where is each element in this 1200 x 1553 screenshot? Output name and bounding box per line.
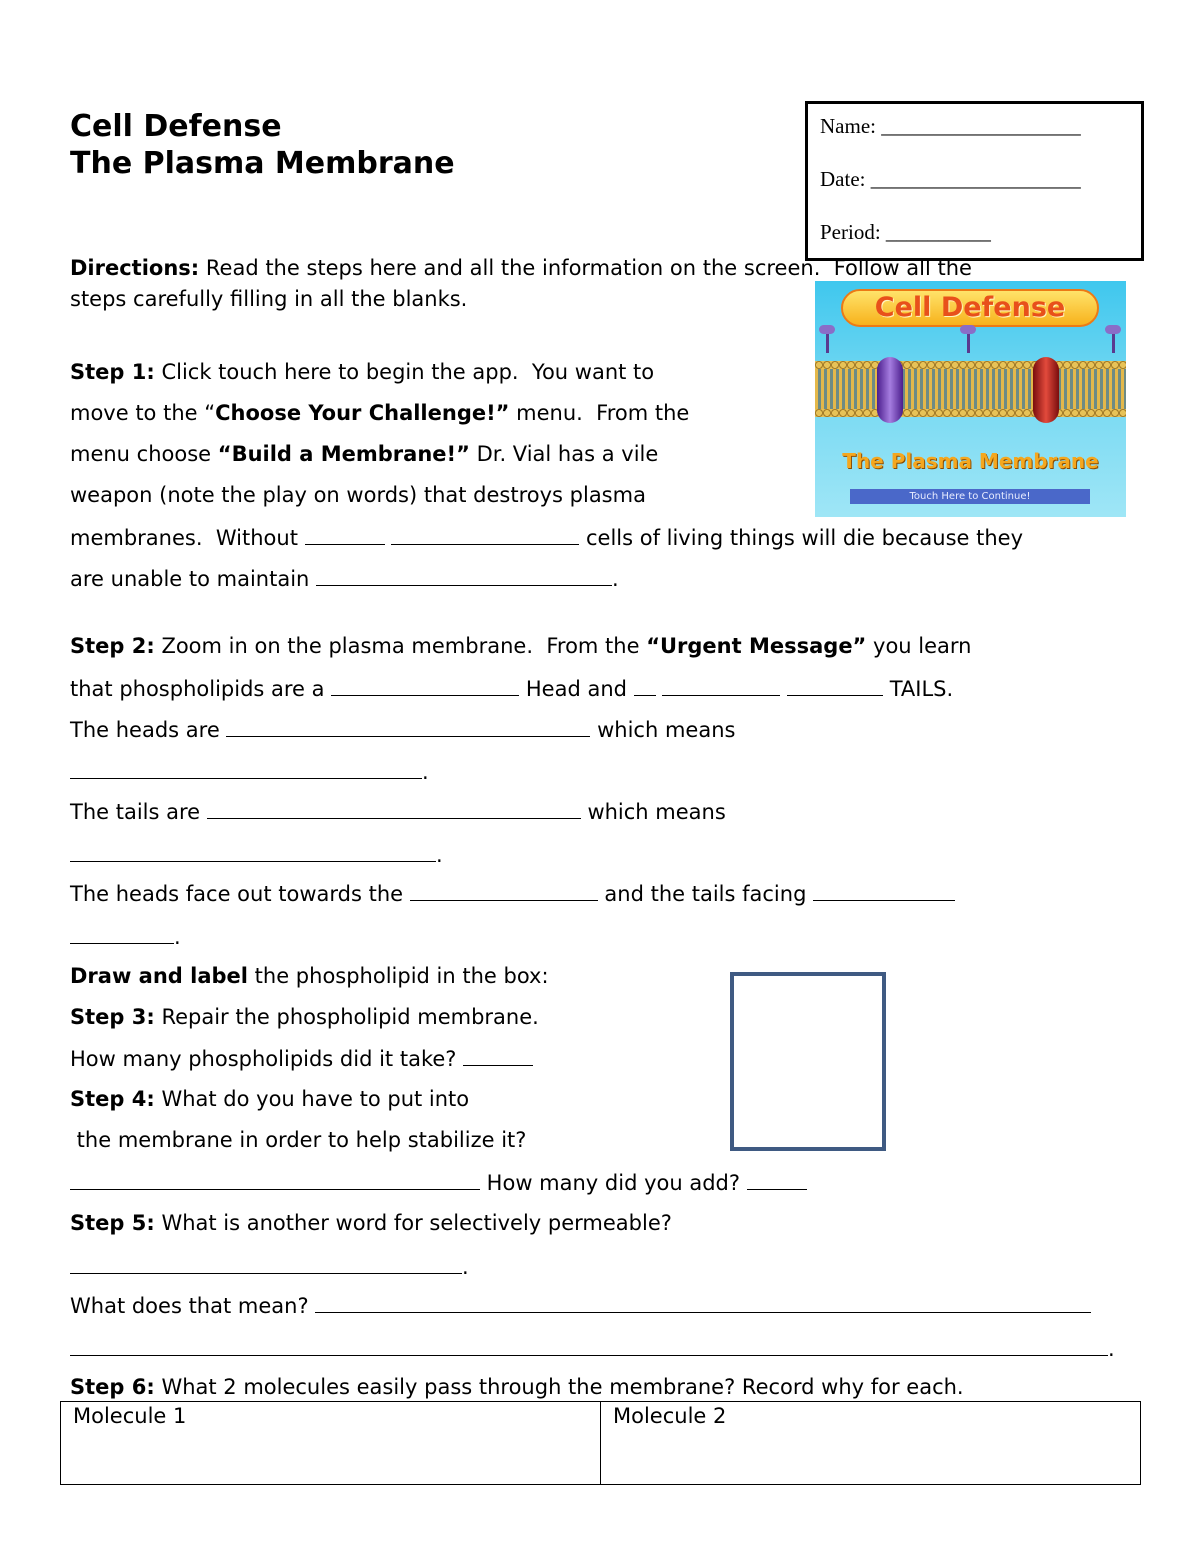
membrane-illustration bbox=[815, 365, 1126, 413]
channel-protein-red bbox=[1033, 357, 1059, 423]
answer-blank[interactable] bbox=[391, 524, 579, 545]
answer-blank[interactable] bbox=[305, 524, 385, 545]
step4-line-1: Step 4: What do you have to put into bbox=[70, 1087, 470, 1111]
answer-blank[interactable] bbox=[634, 675, 656, 696]
student-info-box bbox=[805, 101, 1144, 261]
answer-blank[interactable] bbox=[70, 1335, 1108, 1356]
app-subtitle: The Plasma Membrane bbox=[842, 449, 1099, 473]
receptor-icon bbox=[819, 325, 835, 355]
step5-line-2: . bbox=[70, 1253, 469, 1280]
answer-blank[interactable] bbox=[226, 716, 590, 737]
step5-line-3: What does that mean? bbox=[70, 1292, 1091, 1319]
step1-line-2: move to the “Choose Your Challenge!” menu. From the bbox=[70, 401, 690, 425]
molecule-table bbox=[60, 1401, 1141, 1485]
answer-blank[interactable] bbox=[463, 1045, 533, 1066]
step1-line-6: are unable to maintain . bbox=[70, 567, 619, 591]
molecule-1-cell[interactable] bbox=[61, 1402, 601, 1484]
answer-blank[interactable] bbox=[662, 675, 780, 696]
step5-line-4: . bbox=[70, 1335, 1115, 1362]
channel-protein-purple bbox=[877, 357, 903, 423]
answer-blank[interactable] bbox=[331, 675, 519, 696]
step2-line-2: that phospholipids are a Head and TAILS. bbox=[70, 677, 954, 701]
date-field[interactable]: Date: ____________________ bbox=[820, 167, 1081, 191]
step2-line-6: . bbox=[70, 841, 443, 868]
title-line-2: The Plasma Membrane bbox=[70, 146, 455, 181]
answer-blank[interactable] bbox=[70, 1169, 480, 1190]
answer-blank[interactable] bbox=[787, 675, 883, 696]
step1-line-1: Step 1: Click touch here to begin the app. You want to bbox=[70, 360, 655, 384]
app-title-banner: Cell Defense bbox=[841, 289, 1099, 327]
step6-line-1: Step 6: What 2 molecules easily pass through the membrane? Record why for each. bbox=[70, 1375, 964, 1399]
continue-button[interactable]: Touch Here to Continue! bbox=[850, 489, 1090, 504]
step5-line-1: Step 5: What is another word for selectively permeable? bbox=[70, 1211, 672, 1235]
molecule-1-header: Molecule 1 bbox=[73, 1404, 187, 1428]
directions-line-1: Directions: Read the steps here and all the information on the screen. Follow all the bbox=[70, 256, 972, 280]
answer-blank[interactable] bbox=[207, 798, 581, 819]
step2-line-8: . bbox=[70, 923, 181, 950]
receptor-icon bbox=[960, 325, 976, 355]
step2-line-5: The tails are which means bbox=[70, 800, 726, 824]
answer-blank[interactable] bbox=[70, 923, 174, 944]
answer-blank[interactable] bbox=[813, 880, 955, 901]
answer-blank[interactable] bbox=[70, 1253, 462, 1274]
answer-blank[interactable] bbox=[70, 758, 422, 779]
step1-line-5: membranes. Without cells of living things will die because they bbox=[70, 526, 1024, 550]
step1-line-3: menu choose “Build a Membrane!” Dr. Vial has a vile bbox=[70, 442, 659, 466]
step2-line-7: The heads face out towards the and the tails facing bbox=[70, 880, 955, 907]
answer-blank[interactable] bbox=[747, 1169, 807, 1190]
answer-blank[interactable] bbox=[410, 880, 598, 901]
app-screenshot bbox=[815, 281, 1126, 517]
drawing-box[interactable] bbox=[730, 972, 886, 1151]
molecule-2-cell[interactable] bbox=[601, 1402, 1139, 1484]
step3-line-1: Step 3: Repair the phospholipid membrane. bbox=[70, 1005, 539, 1029]
answer-blank[interactable] bbox=[70, 841, 436, 862]
step1-line-4: weapon (note the play on words) that destroys plasma bbox=[70, 483, 646, 507]
name-field[interactable]: Name: ___________________ bbox=[820, 114, 1081, 138]
step3-line-2: How many phospholipids did it take? bbox=[70, 1045, 533, 1072]
step2-line-4: . bbox=[70, 758, 429, 785]
answer-blank[interactable] bbox=[315, 1292, 1091, 1313]
draw-instruction: Draw and label the phospholipid in the box: bbox=[70, 964, 549, 988]
worksheet-title bbox=[70, 108, 455, 182]
step4-line-3: How many did you add? bbox=[70, 1169, 807, 1196]
title-line-1: Cell Defense bbox=[70, 109, 282, 144]
step4-line-2: the membrane in order to help stabilize it? bbox=[70, 1128, 527, 1152]
step2-line-3: The heads are which means bbox=[70, 718, 736, 742]
answer-blank[interactable] bbox=[316, 565, 612, 586]
step2-line-1: Step 2: Zoom in on the plasma membrane. From the “Urgent Message” you learn bbox=[70, 634, 972, 658]
molecule-2-header: Molecule 2 bbox=[613, 1404, 727, 1428]
directions-line-2: steps carefully filling in all the blanks. bbox=[70, 287, 468, 311]
receptor-icon bbox=[1105, 325, 1121, 355]
period-field[interactable]: Period: __________ bbox=[820, 220, 991, 244]
